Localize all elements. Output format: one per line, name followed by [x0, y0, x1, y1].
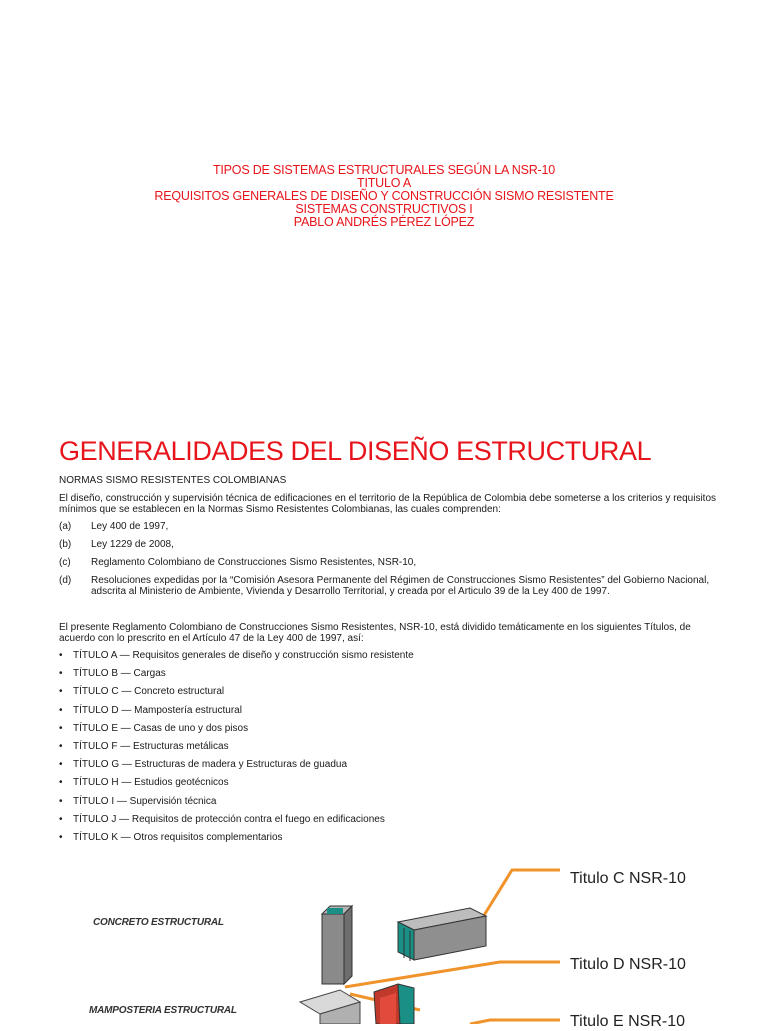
bullet-icon: •: [59, 759, 63, 771]
cover-line-4: SISTEMAS CONSTRUCTIVOS I: [295, 202, 473, 216]
list-item: [59, 832, 414, 850]
bullet-icon: •: [59, 722, 63, 734]
title-item-text: TÍTULO K — Otros requisitos complementarios: [73, 831, 283, 843]
title-item-text: TÍTULO A — Requisitos generales de diseño y construcción sismo resistente: [73, 650, 414, 661]
title-item-text: TÍTULO D — Mampostería estructural: [73, 704, 242, 716]
list-item: [59, 686, 414, 704]
title-item-text: TÍTULO J — Requisitos de protección contra el fuego en edificaciones: [73, 813, 385, 825]
bullet-icon: •: [59, 795, 63, 807]
titles-intro-paragraph: El presente Reglamento Colombiano de Construcciones Sismo Resistentes, NSR-10, está dividido temáticamente en los siguientes Títulos, de acuerdo con lo prescrito en el Artículo 47 de la Ley 400 de 1997, así:: [59, 622, 691, 644]
cover-line-5: PABLO ANDRÉS PÉREZ LÓPEZ: [293, 215, 475, 229]
title-item-text: TÍTULO G — Estructuras de madera y Estructuras de guadua: [73, 759, 348, 771]
title-item-text: TÍTULO B — Cargas: [73, 668, 166, 680]
list-item-text: Reglamento Colombiano de Construcciones Sismo Resistentes, NSR-10,: [91, 557, 417, 568]
bullet-icon: •: [59, 668, 63, 680]
masonry-wall-icon: [300, 984, 414, 1024]
list-item: [59, 539, 719, 550]
bullet-icon: •: [59, 831, 63, 843]
title-item-text: TÍTULO E — Casas de uno y dos pisos: [73, 722, 249, 734]
norms-list: [59, 521, 719, 604]
label-concreto-estructural: CONCRETO ESTRUCTURAL: [93, 917, 224, 928]
list-item-letter: (d): [59, 575, 72, 586]
titles-list: [59, 650, 414, 850]
titulo-d-label: Titulo D NSR-10: [570, 956, 686, 973]
list-item-text: Ley 400 de 1997,: [91, 521, 169, 532]
titulo-c-label: Titulo C NSR-10: [570, 870, 686, 887]
concrete-beam-icon: [398, 908, 486, 961]
bullet-icon: •: [59, 650, 63, 661]
cover-line-2: TITULO A: [357, 176, 411, 190]
list-item: [59, 741, 414, 759]
concrete-column-icon: [322, 906, 352, 984]
list-item: [59, 650, 414, 668]
list-item: [59, 759, 414, 777]
cover-line-3: REQUISITOS GENERALES DE DISEÑO Y CONSTRUCCIÓN SISMO RESISTENTE: [154, 189, 614, 203]
list-item-letter: (b): [59, 539, 72, 550]
title-item-text: TÍTULO H — Estudios geotécnicos: [73, 777, 229, 789]
list-item: [59, 575, 719, 597]
list-item: [59, 521, 719, 532]
titulo-e-label: Titulo E NSR-10: [570, 1013, 685, 1030]
list-item: [59, 705, 414, 723]
list-item: [59, 814, 414, 832]
title-item-text: TÍTULO C — Concreto estructural: [73, 686, 225, 698]
list-item-text: Ley 1229 de 2008,: [91, 539, 174, 550]
list-item: [59, 796, 414, 814]
bullet-icon: •: [59, 686, 63, 698]
intro-paragraph: El diseño, construcción y supervisión técnica de edificaciones en el territorio de la República de Colombia debe someterse a los criterios y requisitos mínimos que se establecen en la Normas Sismo Resistentes Colombianas, las cuales comprenden:: [59, 493, 717, 515]
section-subtitle: NORMAS SISMO RESISTENTES COLOMBIANAS: [59, 475, 287, 486]
list-item: [59, 777, 414, 795]
list-item: [59, 723, 414, 741]
cover-line-1: TIPOS DE SISTEMAS ESTRUCTURALES SEGÚN LA NSR-10: [212, 163, 556, 177]
list-item: [59, 557, 719, 568]
title-item-text: TÍTULO F — Estructuras metálicas: [73, 740, 229, 752]
list-item-letter: (a): [59, 521, 72, 532]
cover-title-block: [0, 164, 768, 229]
list-item-letter: (c): [59, 557, 71, 568]
section-heading: GENERALIDADES DEL DISEÑO ESTRUCTURAL: [59, 436, 652, 466]
bullet-icon: •: [59, 813, 63, 825]
list-item-text: Resoluciones expedidas por la “Comisión Asesora Permanente del Régimen de Construcciones Sismo Resistentes” del Gobierno Nacional, adscrita al Ministerio de Ambiente, Vivienda y Desarrollo Territorial, y creada por el Articulo 39 de la Ley 400 de 1997.: [91, 575, 710, 597]
bullet-icon: •: [59, 704, 63, 716]
label-mamposteria-estructural: MAMPOSTERIA ESTRUCTURAL: [89, 1005, 237, 1016]
bullet-icon: •: [59, 740, 63, 752]
structural-systems-figure: [0, 862, 768, 1030]
list-item: [59, 668, 414, 686]
title-item-text: TÍTULO I — Supervisión técnica: [73, 795, 217, 807]
bullet-icon: •: [59, 777, 63, 789]
